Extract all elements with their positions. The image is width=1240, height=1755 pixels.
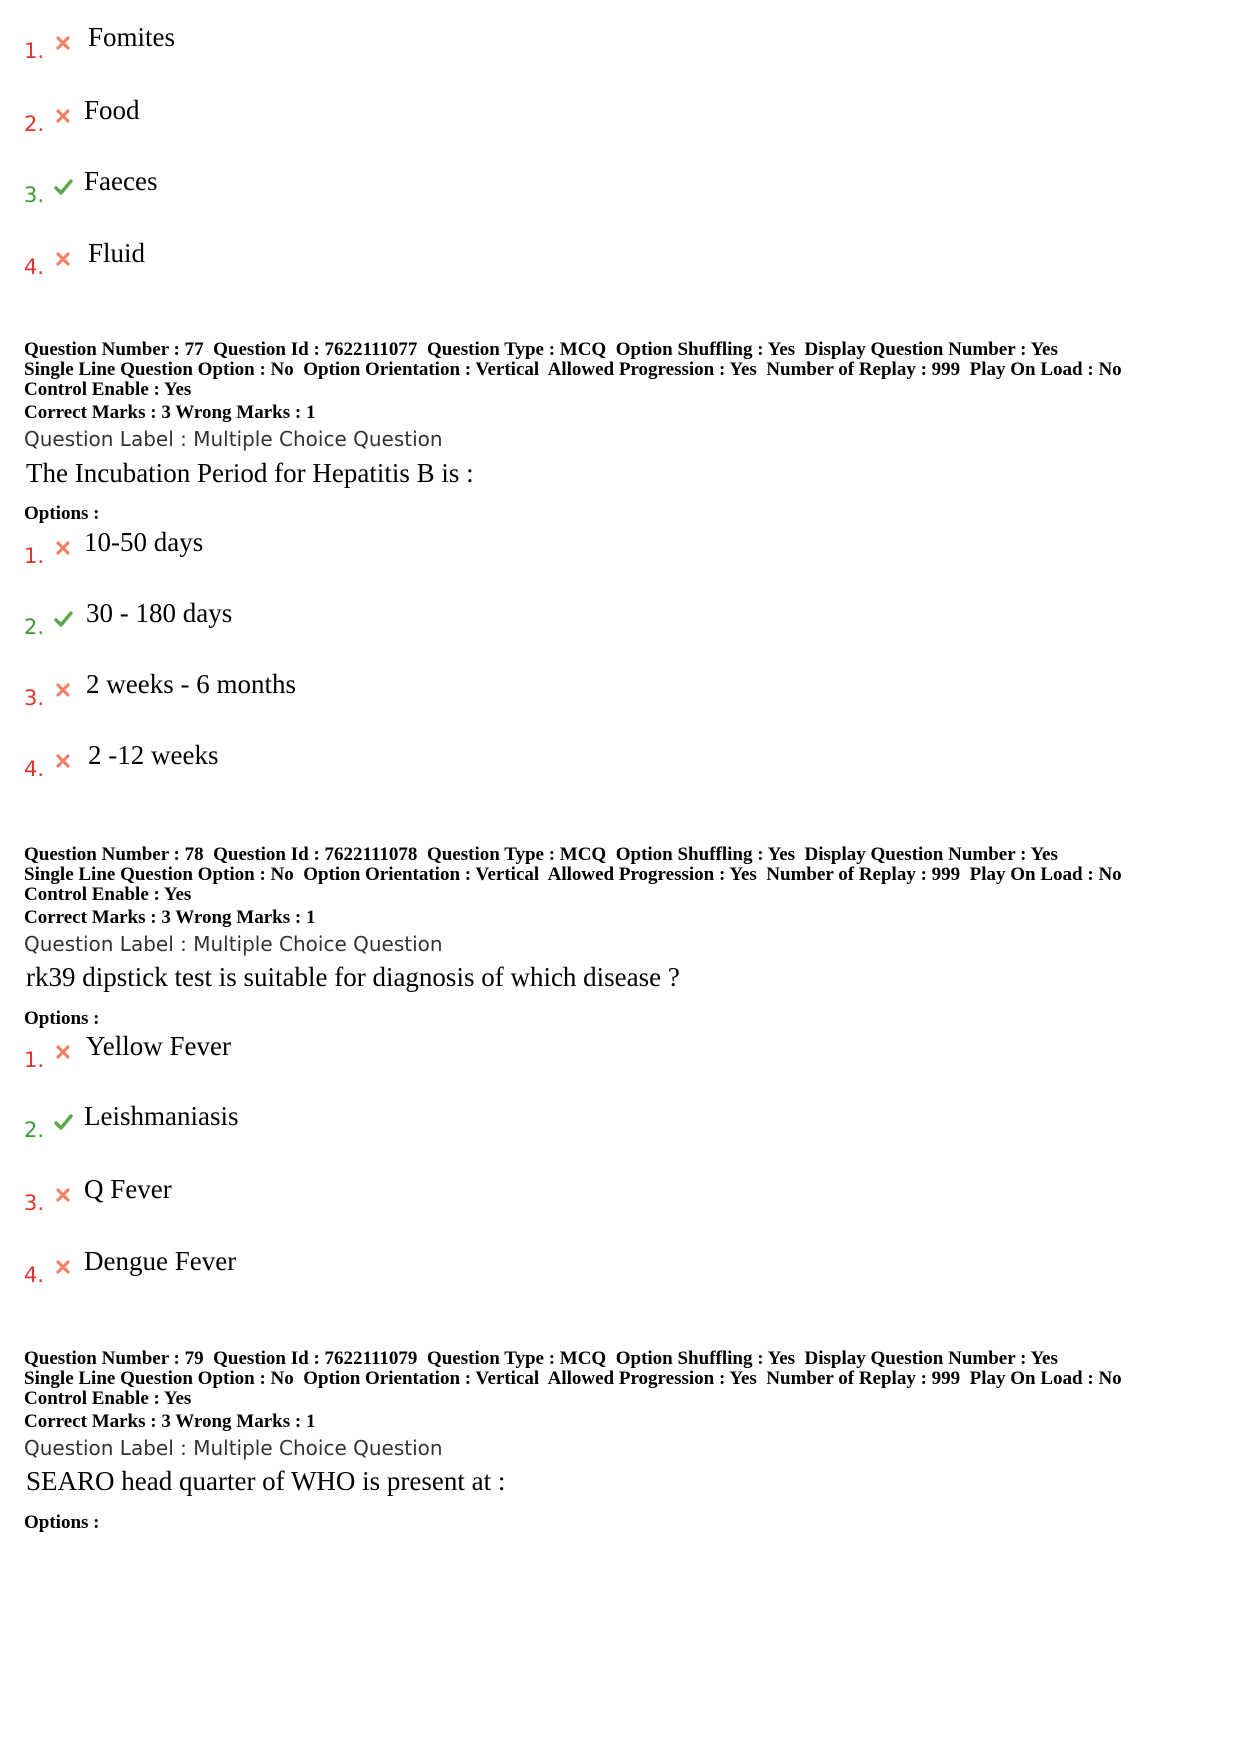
question-meta <box>24 340 1224 400</box>
option-item <box>24 669 824 709</box>
option-number: 3. <box>24 1191 45 1215</box>
cross-icon <box>54 34 72 52</box>
allowed-progression: Allowed Progression : Yes <box>547 864 757 885</box>
marks-line: Correct Marks : 3 Wrong Marks : 1 <box>24 1411 316 1432</box>
option-item <box>24 1246 824 1286</box>
option-text: Leishmaniasis <box>84 1101 239 1131</box>
option-item <box>24 1101 824 1141</box>
cross-icon <box>54 1258 72 1276</box>
option-text: 10-50 days <box>84 527 204 557</box>
cross-icon <box>54 752 72 770</box>
option-orientation: Option Orientation : Vertical <box>303 1368 540 1389</box>
option-orientation: Option Orientation : Vertical <box>303 864 540 885</box>
option-text: Food <box>84 95 140 125</box>
question-meta <box>24 1349 1224 1409</box>
question-meta <box>24 845 1224 905</box>
check-icon <box>52 1113 74 1131</box>
options-label: Options : <box>24 1008 100 1029</box>
question-id: Question Id : 7622111077 <box>213 339 418 360</box>
option-text: Yellow Fever <box>86 1031 232 1061</box>
option-number: 1. <box>24 544 45 568</box>
option-shuffling: Option Shuffling : Yes <box>615 844 796 865</box>
option-number: 4. <box>24 757 45 781</box>
option-shuffling: Option Shuffling : Yes <box>615 1348 796 1369</box>
cross-icon <box>54 250 72 268</box>
option-text: 2 -12 weeks <box>88 740 219 770</box>
option-text: Dengue Fever <box>84 1246 237 1276</box>
question-label: Question Label : Multiple Choice Question <box>24 1436 443 1460</box>
question-label: Question Label : Multiple Choice Question <box>24 427 443 451</box>
option-item <box>24 166 824 206</box>
number-of-replay: Number of Replay : 999 <box>766 864 961 885</box>
option-item <box>24 527 824 567</box>
marks-line: Correct Marks : 3 Wrong Marks : 1 <box>24 907 316 928</box>
question-type: Question Type : MCQ <box>426 339 607 360</box>
option-orientation: Option Orientation : Vertical <box>303 359 540 380</box>
cross-icon <box>54 1186 72 1204</box>
display-question-number: Display Question Number : Yes <box>804 339 1058 360</box>
option-item <box>24 1031 824 1071</box>
option-text: Fomites <box>88 22 176 52</box>
option-item <box>24 95 824 135</box>
option-number: 1. <box>24 1048 45 1072</box>
number-of-replay: Number of Replay : 999 <box>766 359 961 380</box>
question-number: Question Number : 77 <box>24 339 204 360</box>
marks-line: Correct Marks : 3 Wrong Marks : 1 <box>24 402 316 423</box>
question-id: Question Id : 7622111078 <box>213 844 418 865</box>
play-on-load: Play On Load : No <box>969 359 1122 380</box>
option-number: 2. <box>24 112 45 136</box>
question-number: Question Number : 79 <box>24 1348 204 1369</box>
option-text: Q Fever <box>84 1174 172 1204</box>
cross-icon <box>54 539 72 557</box>
question-type: Question Type : MCQ <box>426 844 607 865</box>
check-icon <box>52 178 74 196</box>
cross-icon <box>54 1043 72 1061</box>
options-label: Options : <box>24 1512 100 1533</box>
option-number: 3. <box>24 686 45 710</box>
option-number: 1. <box>24 39 45 63</box>
option-number: 4. <box>24 255 45 279</box>
option-text: Fluid <box>88 238 146 268</box>
play-on-load: Play On Load : No <box>969 1368 1122 1389</box>
option-text: Faeces <box>84 166 158 196</box>
option-item <box>24 22 824 62</box>
check-icon <box>52 610 74 628</box>
display-question-number: Display Question Number : Yes <box>804 1348 1058 1369</box>
control-enable: Control Enable : Yes <box>24 1388 192 1409</box>
option-item <box>24 1174 824 1214</box>
single-line-option: Single Line Question Option : No <box>24 1368 294 1389</box>
question-number: Question Number : 78 <box>24 844 204 865</box>
number-of-replay: Number of Replay : 999 <box>766 1368 961 1389</box>
option-text: 30 - 180 days <box>86 598 233 628</box>
control-enable: Control Enable : Yes <box>24 884 192 905</box>
option-item <box>24 740 824 780</box>
question-text: rk39 dipstick test is suitable for diagnosis of which disease ? <box>26 962 680 992</box>
control-enable: Control Enable : Yes <box>24 379 192 400</box>
cross-icon <box>54 107 72 125</box>
question-label: Question Label : Multiple Choice Question <box>24 932 443 956</box>
option-text: 2 weeks - 6 months <box>86 669 296 699</box>
option-number: 2. <box>24 1118 45 1142</box>
question-text: SEARO head quarter of WHO is present at : <box>26 1466 506 1496</box>
options-label: Options : <box>24 503 100 524</box>
option-number: 2. <box>24 615 45 639</box>
single-line-option: Single Line Question Option : No <box>24 864 294 885</box>
option-number: 4. <box>24 1263 45 1287</box>
display-question-number: Display Question Number : Yes <box>804 844 1058 865</box>
question-text: The Incubation Period for Hepatitis B is : <box>26 458 474 488</box>
option-item <box>24 598 824 638</box>
single-line-option: Single Line Question Option : No <box>24 359 294 380</box>
option-shuffling: Option Shuffling : Yes <box>615 339 796 360</box>
question-id: Question Id : 7622111079 <box>213 1348 418 1369</box>
allowed-progression: Allowed Progression : Yes <box>547 1368 757 1389</box>
option-number: 3. <box>24 183 45 207</box>
question-type: Question Type : MCQ <box>426 1348 607 1369</box>
allowed-progression: Allowed Progression : Yes <box>547 359 757 380</box>
cross-icon <box>54 681 72 699</box>
play-on-load: Play On Load : No <box>969 864 1122 885</box>
option-item <box>24 238 824 278</box>
